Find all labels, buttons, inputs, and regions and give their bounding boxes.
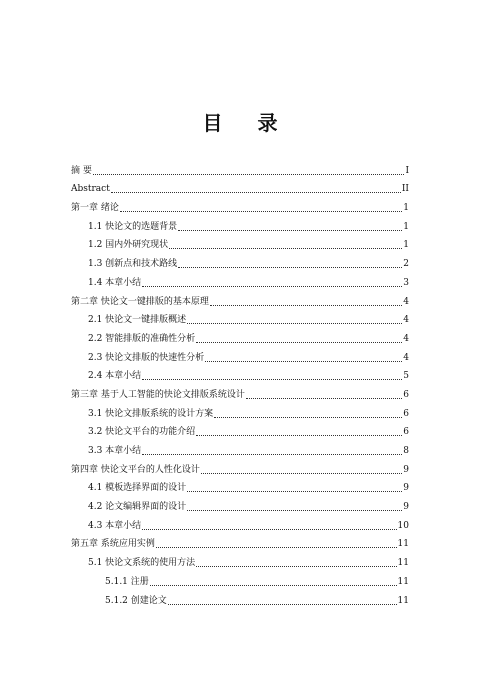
toc-entry[interactable] bbox=[71, 382, 409, 401]
toc-dot-leader bbox=[210, 297, 402, 306]
toc-dot-leader bbox=[142, 446, 402, 455]
toc-dot-leader bbox=[168, 596, 397, 605]
toc-entry[interactable] bbox=[71, 550, 409, 569]
toc-entry-page-number: 4 bbox=[403, 333, 409, 344]
toc-entry-label: 2.1 快论文一键排版概述 bbox=[88, 315, 187, 326]
toc-entry-page-number: 9 bbox=[403, 502, 409, 513]
toc-entry-page-number: 2 bbox=[403, 259, 409, 270]
toc-entry-label: 4.3 本章小结 bbox=[88, 520, 142, 531]
toc-entry-label: 2.2 智能排版的准确性分析 bbox=[88, 333, 196, 344]
toc-entry-page-number: 4 bbox=[403, 352, 409, 363]
toc-entry-page-number: 6 bbox=[403, 427, 409, 438]
toc-dot-leader bbox=[205, 353, 402, 362]
toc-dot-leader bbox=[111, 184, 401, 193]
toc-entry-label: 第三章 基于人工智能的快论文排版系统设计 bbox=[71, 389, 245, 400]
toc-dot-leader bbox=[142, 371, 402, 380]
toc-dot-leader bbox=[187, 483, 402, 492]
toc-entry[interactable] bbox=[71, 158, 409, 177]
toc-dot-leader bbox=[246, 390, 402, 399]
toc-entry[interactable] bbox=[71, 569, 409, 588]
toc-entry[interactable] bbox=[71, 457, 409, 476]
toc-dot-leader bbox=[93, 166, 405, 175]
toc-dot-leader bbox=[178, 259, 402, 268]
toc-entry[interactable] bbox=[71, 308, 409, 327]
toc-entry-page-number: I bbox=[405, 165, 409, 176]
toc-entry-label: 4.1 模板选择界面的设计 bbox=[88, 483, 187, 494]
toc-entry-page-number: 11 bbox=[397, 595, 409, 606]
toc-dot-leader bbox=[214, 409, 402, 418]
toc-entry-label: 3.3 本章小结 bbox=[88, 446, 142, 456]
toc-entry-page-number: 6 bbox=[403, 408, 409, 419]
toc-entry-page-number: 1 bbox=[403, 203, 409, 214]
toc-entry-label: 第二章 快论文一键排版的基本原理 bbox=[71, 296, 209, 307]
toc-entry-page-number: 11 bbox=[397, 539, 409, 550]
toc-dot-leader bbox=[150, 577, 397, 586]
toc-entry-page-number: 5 bbox=[403, 371, 409, 382]
toc-entry[interactable] bbox=[71, 214, 409, 233]
toc-dot-leader bbox=[120, 203, 402, 212]
toc-entry[interactable] bbox=[71, 345, 409, 364]
toc-entry-label: 3.1 快论文排版系统的设计方案 bbox=[88, 408, 214, 419]
toc-entry[interactable] bbox=[71, 494, 409, 513]
toc-entry[interactable] bbox=[71, 513, 409, 532]
toc-entry[interactable] bbox=[71, 289, 409, 308]
toc-entry[interactable] bbox=[71, 270, 409, 289]
toc-entry[interactable] bbox=[71, 532, 409, 551]
toc-entry[interactable] bbox=[71, 476, 409, 495]
toc-dot-leader bbox=[196, 558, 396, 567]
toc-entry-label: Abstract bbox=[71, 184, 110, 195]
toc-dot-leader bbox=[142, 521, 396, 530]
toc-dot-leader bbox=[196, 427, 402, 436]
toc-dot-leader bbox=[187, 502, 402, 511]
toc-entry[interactable] bbox=[71, 233, 409, 252]
toc-dot-leader bbox=[169, 240, 402, 249]
page-title: 目 录 bbox=[202, 111, 292, 135]
toc-dot-leader bbox=[142, 278, 402, 287]
toc-dot-leader bbox=[178, 222, 402, 231]
toc-entry-label: 第四章 快论文平台的人性化设计 bbox=[71, 464, 200, 475]
toc-dot-leader bbox=[156, 539, 397, 548]
toc-dot-leader bbox=[196, 334, 402, 343]
toc-entry[interactable] bbox=[71, 588, 409, 607]
toc-entry-page-number: 11 bbox=[397, 576, 409, 587]
toc-entry-page-number: 1 bbox=[403, 240, 409, 251]
toc-entry-label: 4.2 论文编辑界面的设计 bbox=[88, 502, 187, 513]
toc-dot-leader bbox=[187, 315, 402, 324]
toc-entry-label: 1.4 本章小结 bbox=[88, 277, 142, 288]
toc-dot-leader bbox=[201, 465, 402, 474]
toc-entry-label: 摘 要 bbox=[71, 165, 92, 176]
toc-entry-label: 1.1 快论文的选题背景 bbox=[88, 221, 178, 232]
toc-entry[interactable] bbox=[71, 326, 409, 345]
toc-entry-label: 1.3 创新点和技术路线 bbox=[88, 259, 178, 270]
toc-entry-page-number: 10 bbox=[397, 520, 409, 531]
toc-entry-label: 第一章 绪论 bbox=[71, 203, 119, 214]
toc-entry-page-number: 9 bbox=[403, 483, 409, 494]
toc-entry[interactable] bbox=[71, 364, 409, 383]
toc-entry-label: 5.1.1 注册 bbox=[105, 576, 149, 587]
toc-entry[interactable] bbox=[71, 420, 409, 439]
toc-entry-page-number: II bbox=[401, 184, 409, 195]
table-of-contents bbox=[71, 158, 409, 607]
toc-entry[interactable] bbox=[71, 438, 409, 457]
toc-entry-label: 1.2 国内外研究现状 bbox=[88, 240, 169, 251]
toc-entry-page-number: 9 bbox=[403, 464, 409, 475]
toc-entry-label: 2.4 本章小结 bbox=[88, 371, 142, 382]
toc-entry-page-number: 4 bbox=[403, 296, 409, 307]
toc-entry[interactable] bbox=[71, 177, 409, 196]
toc-entry-label: 3.2 快论文平台的功能介绍 bbox=[88, 427, 196, 438]
toc-entry-label: 第五章 系统应用实例 bbox=[71, 539, 155, 550]
toc-entry[interactable] bbox=[71, 251, 409, 270]
toc-entry-page-number: 3 bbox=[403, 277, 409, 288]
toc-entry-page-number: 11 bbox=[397, 558, 409, 569]
toc-entry-label: 2.3 快论文排版的快速性分析 bbox=[88, 352, 205, 363]
toc-entry[interactable] bbox=[71, 195, 409, 214]
toc-entry-page-number: 6 bbox=[403, 389, 409, 400]
toc-entry-page-number: 8 bbox=[403, 446, 409, 456]
toc-entry-label: 5.1.2 创建论文 bbox=[105, 595, 167, 606]
toc-entry-label: 5.1 快论文系统的使用方法 bbox=[88, 558, 196, 569]
toc-entry[interactable] bbox=[71, 401, 409, 420]
toc-entry-page-number: 4 bbox=[403, 315, 409, 326]
toc-entry-page-number: 1 bbox=[403, 221, 409, 232]
